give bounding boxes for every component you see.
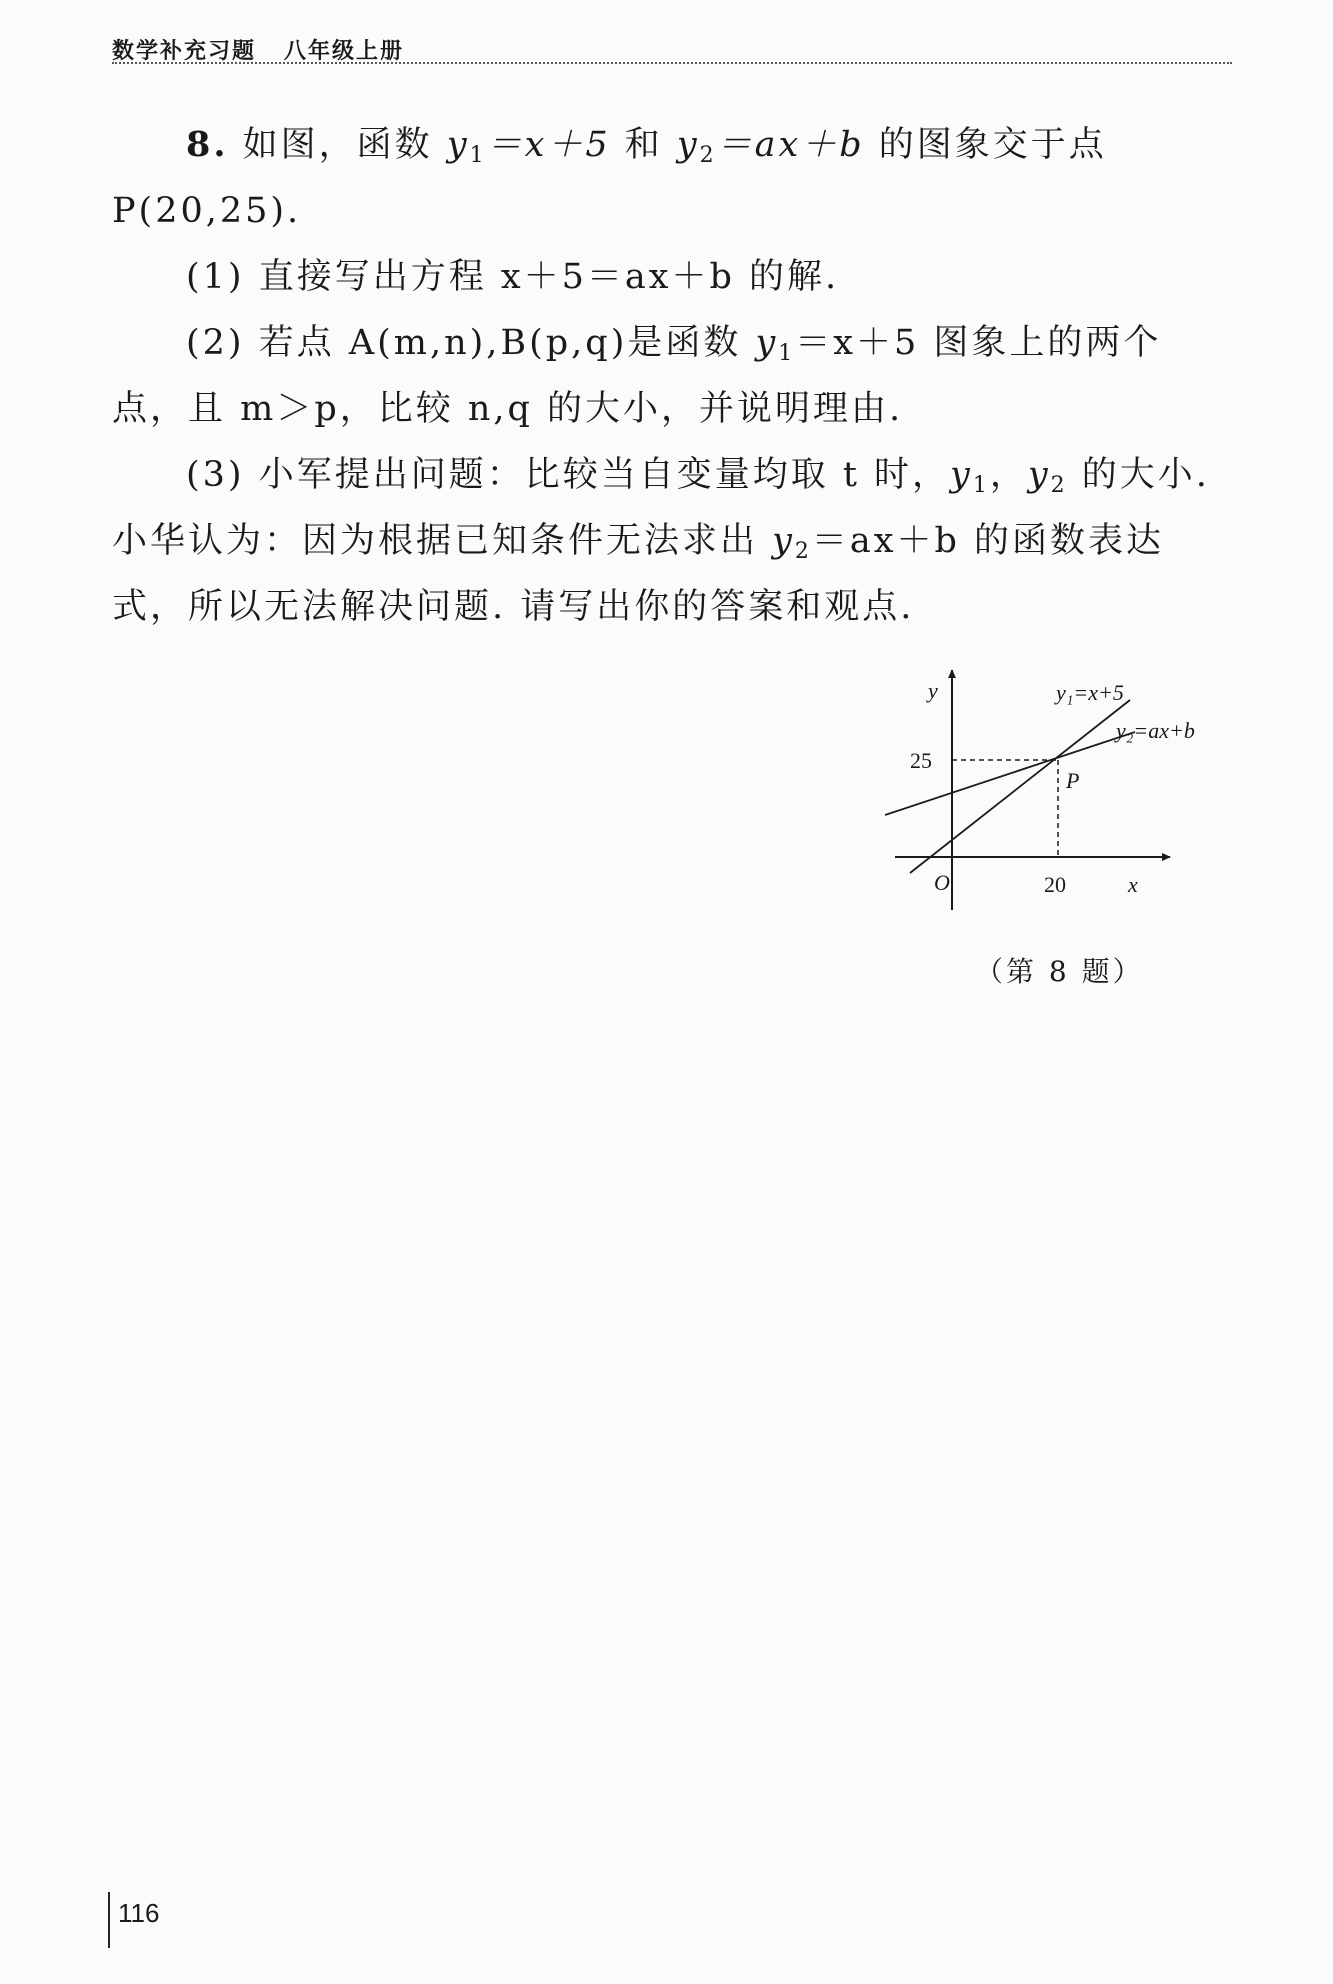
part-2: (2) 若点 A(m,n),B(p,q)是函数 $y_1=x+5$ 图象上的两个点，且 m＞p，比较 n,q 的大小，并说明理由. (112, 323, 1162, 429)
header-divider (112, 62, 1232, 64)
figure-caption: （第 8 题） (975, 955, 1144, 988)
problem-number: 8. (186, 124, 229, 165)
intersection-point: P(20,25). (112, 191, 302, 231)
line-y2 (885, 732, 1135, 815)
point-p-label: P (1066, 768, 1080, 793)
graph-figure (880, 670, 1250, 960)
book-title: 数学补充习题 (112, 39, 257, 64)
graph-svg (880, 670, 1250, 960)
origin-label: O (934, 870, 950, 895)
line-y1 (910, 700, 1130, 873)
tick-20-label: 20 (1044, 872, 1066, 897)
page-number: 116 (118, 1898, 160, 1928)
x-axis-label: x (1128, 872, 1138, 897)
y-axis-label: y (928, 678, 938, 703)
tick-25-label: 25 (910, 748, 932, 773)
page-number-bar (108, 1892, 110, 1948)
problem-statement: 8. 如图，函数 $y_1=x+5$ 和 $y_2=ax+b$ 的图象交于点 P(20,25). (112, 124, 1107, 231)
part-3: (3) 小军提出问题：比较当自变量均取 t 时，$y_1$，$y_2$ 的大小. 小华认为：因为根据已知条件无法求出 $y_2=ax+b$ 的函数表达式，所以无法解决问题. 请写出你的答案和观点. (112, 455, 1210, 627)
part-1: (1) 直接写出方程 x＋5＝ax＋b 的解. (186, 257, 840, 297)
grade-label: 八年级上册 (284, 39, 405, 64)
line-y1-label: y₁=x+5 (1056, 680, 1124, 705)
running-header (112, 34, 404, 65)
line-y2-label: y₂=ax+b (1116, 718, 1195, 743)
